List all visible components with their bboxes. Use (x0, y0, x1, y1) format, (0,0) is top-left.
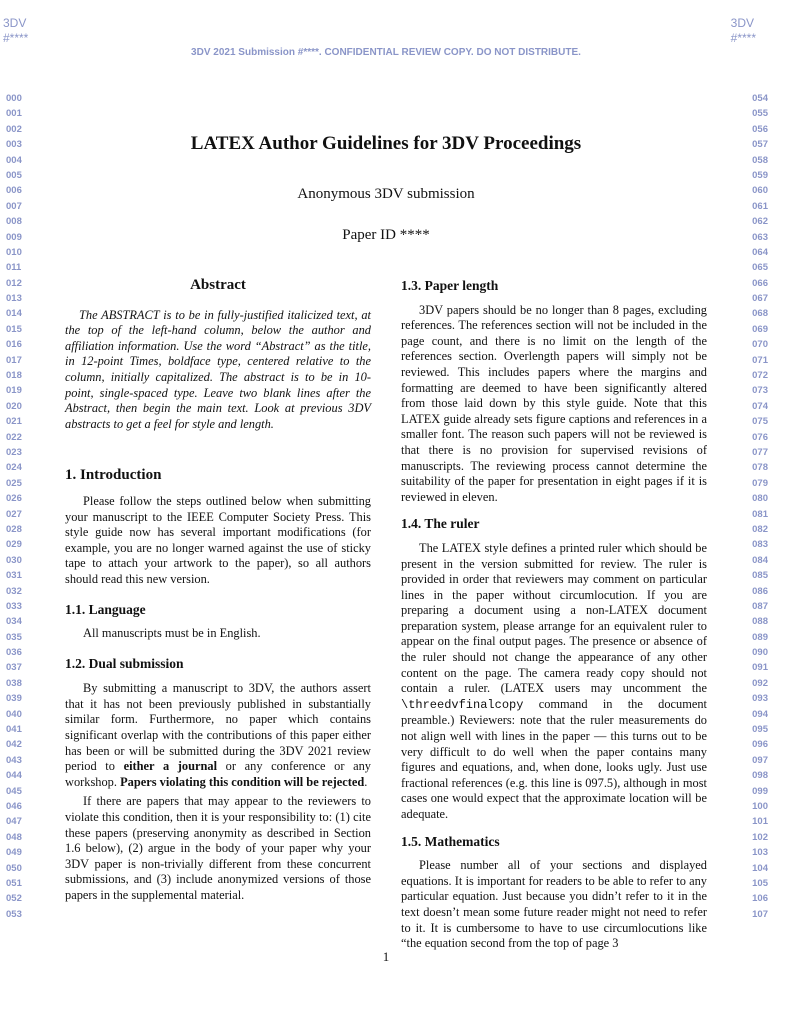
paper-title: LATEX Author Guidelines for 3DV Proceedings (190, 133, 582, 154)
ruler-line-number: 094 (752, 708, 768, 720)
right-column (401, 278, 707, 952)
ruler-line-number: 045 (6, 785, 22, 797)
ruler-line-number: 068 (752, 308, 768, 320)
ruler-line-number: 061 (752, 200, 768, 212)
ruler-line-number: 082 (752, 523, 768, 535)
ruler-line-number: 103 (752, 847, 768, 859)
ruler-line-number: 038 (6, 677, 22, 689)
ruler-line-number: 081 (752, 508, 768, 520)
subsection-heading-paper-length: 1.3. Paper length (401, 278, 499, 293)
mathematics-paragraph: Please number all of your sections and displayed equations. It is important for readers to be able to refer to any particular equation. Just because you didn’t refer to it in the text doesn’t mean some future reader might not need to refer to it. It is cumbersome to have to use circumlocutions like “the equation second from the top of page 3 (401, 858, 707, 951)
ruler-line-number: 066 (752, 277, 768, 289)
ruler-line-number: 041 (6, 724, 22, 736)
ruler-line-number: 054 (752, 93, 768, 104)
ruler-line-number: 096 (752, 739, 768, 751)
threedvfinalcopy-command: \threedvfinalcopy (401, 697, 524, 712)
corner-label-left (3, 16, 28, 46)
ruler-line-number: 080 (752, 493, 768, 505)
ruler-line-number: 064 (752, 246, 768, 258)
ruler-line-number: 091 (752, 662, 768, 674)
ruler-line-number: 053 (6, 908, 22, 920)
ruler-line-number: 021 (6, 416, 22, 428)
ruler-line-number: 071 (752, 354, 768, 366)
ruler-line-number: 062 (752, 216, 768, 228)
paper-length-paragraph: 3DV papers should be no longer than 8 pages, excluding references. The references section will not be included in the page count, and there is no limit on the length of the references section. Overlength papers will simply not be reviewed. This includes papers where the margins and formatting are deemed to have been significantly altered from those laid down by this style guide. Note that this LATEX guide already sets figure captions and references in a smaller font. The reason such papers will not be reviewed is that there is no provision for supervised revisions of manuscripts. The reviewing process cannot determine the suitability of the paper for presentation in eight pages if it is reviewed in eleven. (401, 302, 707, 504)
ruler-line-number: 078 (752, 462, 768, 474)
ruler-line-number: 017 (6, 354, 22, 366)
ruler-line-number: 059 (752, 169, 768, 181)
ruler-line-number: 102 (752, 831, 768, 843)
subsection-heading-language: 1.1. Language (65, 601, 146, 617)
ruler-line-number: 057 (752, 139, 768, 151)
ruler-line-number: 049 (6, 847, 22, 859)
ruler-line-number: 048 (6, 831, 22, 843)
subsection-heading-ruler: 1.4. The ruler (401, 516, 480, 532)
paper-author: Anonymous 3DV submission (297, 186, 475, 202)
ruler-line-number: 032 (6, 585, 22, 597)
language-paragraph: All manuscripts must be in English. (83, 626, 261, 641)
ruler-line-number: 007 (6, 200, 22, 212)
ruler-line-number: 067 (752, 293, 768, 305)
ruler-line-number: 072 (752, 370, 768, 382)
ruler-line-number: 002 (6, 123, 22, 135)
ruler-line-number: 014 (6, 308, 22, 320)
ruler-line-number: 020 (6, 400, 22, 412)
ruler-line-number: 019 (6, 385, 22, 397)
subsection-heading-mathematics: 1.5. Mathematics (401, 833, 500, 849)
ruler-line-number: 044 (6, 770, 22, 782)
left-column (65, 278, 371, 904)
ruler-line-number: 100 (752, 800, 768, 812)
line-ruler-right (738, 91, 768, 922)
ruler-line-number: 027 (6, 508, 22, 520)
ruler-line-number: 074 (752, 400, 768, 412)
ruler-line-number: 073 (752, 385, 768, 397)
ruler-line-number: 085 (752, 570, 768, 582)
ruler-paragraph: The LATEX style defines a printed ruler which should be present in the version submitted for review. The ruler is provided in order that reviewers may comment on particular lines in the paper without circumlocution. If you are preparing a document using a non-LATEX document preparation system, please arrange for an equivalent ruler to appear on the final output pages. The presence or absence of the ruler should not change the appearance of any other content on the page. The camera ready copy should not contain a ruler. (LATEX users may uncomment the \threedvfinalcopy command in the document preamble.) Reviewers: note that the ruler measurements do not align well with lines in the paper — this turns out to be very difficult to do well when the paper contains many figures and equations, and, when done, looks ugly. Just use fractional references (e.g. this line is 097.5), although in most cases one would expect that the approximate location will be adequate. (401, 540, 707, 821)
ruler-line-number: 005 (6, 169, 22, 181)
ruler-line-number: 008 (6, 216, 22, 228)
ruler-line-number: 013 (6, 293, 22, 305)
ruler-line-number: 075 (752, 416, 768, 428)
ruler-line-number: 029 (6, 539, 22, 551)
ruler-line-number: 034 (6, 616, 22, 628)
ruler-line-number: 024 (6, 462, 22, 474)
ruler-line-number: 095 (752, 724, 768, 736)
ruler-line-number: 003 (6, 139, 22, 151)
ruler-line-number: 010 (6, 246, 22, 258)
ruler-line-number: 055 (752, 108, 768, 120)
ruler-line-number: 040 (6, 708, 22, 720)
corner-conf-name: 3DV (730, 16, 754, 30)
ruler-line-number: 083 (752, 539, 768, 551)
ruler-line-number: 099 (752, 785, 768, 797)
ruler-line-number: 023 (6, 446, 22, 458)
ruler-line-number: 093 (752, 693, 768, 705)
ruler-line-number: 043 (6, 754, 22, 766)
ruler-line-number: 042 (6, 739, 22, 751)
ruler-line-number: 015 (6, 323, 22, 335)
ruler-line-number: 025 (6, 477, 22, 489)
ruler-line-number: 086 (752, 585, 768, 597)
ruler-line-number: 039 (6, 693, 22, 705)
ruler-line-number: 069 (752, 323, 768, 335)
ruler-line-number: 089 (752, 631, 768, 643)
ruler-line-number: 076 (752, 431, 768, 443)
intro-paragraph: Please follow the steps outlined below when submitting your manuscript to the IEEE Computer Society Press. This style guide now has several important modifications (for example, you are no longer warned against the use of sticky tape to attach your artwork to the paper), so all authors should read this new version. (65, 493, 371, 586)
ruler-line-number: 063 (752, 231, 768, 243)
corner-conf-name: 3DV (3, 16, 27, 30)
ruler-line-number: 033 (6, 600, 22, 612)
ruler-line-number: 028 (6, 523, 22, 535)
ruler-line-number: 107 (752, 908, 768, 920)
ruler-line-number: 004 (6, 154, 22, 166)
ruler-line-number: 101 (752, 816, 768, 828)
ruler-line-number: 001 (6, 108, 22, 120)
ruler-line-number: 047 (6, 816, 22, 828)
ruler-line-number: 012 (6, 277, 22, 289)
ruler-line-number: 084 (752, 554, 768, 566)
abstract-text: The ABSTRACT is to be in fully-justified italicized text, at the top of the left-hand column, below the author and affiliation information. Use the word “Abstract” as the title, in 12-point Times, boldface type, centered relative to the column, initially capitalized. The abstract is to be in 10-point, single-spaced type. Leave two blank lines after the Abstract, then begin the main text. Look at previous 3DV abstracts to get a feel for style and length. (65, 307, 371, 431)
dual-paragraph-1: By submitting a manuscript to 3DV, the authors assert that it has not been previously published in substantially similar form. Furthermore, no paper which contains significant overlap with the contributions of this paper either has been or will be submitted during the 3DV 2021 review period to either a journal or any conference or any workshop. Papers violating this condition will be rejected. (65, 681, 371, 789)
ruler-line-number: 031 (6, 570, 22, 582)
ruler-line-number: 104 (752, 862, 768, 874)
ruler-line-number: 050 (6, 862, 22, 874)
ruler-line-number: 070 (752, 339, 768, 351)
dual-paragraph-2: If there are papers that may appear to the reviewers to violate this condition, then it is your responsibility to: (1) cite these papers (preserving anonymity as described in Section 1.6 below), (2) argue in the body of your paper why your 3DV paper is non-trivially different from these concurrent submissions, and (3) include anonymized versions of those papers in the supplemental material. (65, 794, 371, 902)
ruler-line-number: 035 (6, 631, 22, 643)
ruler-line-number: 105 (752, 877, 768, 889)
subsection-heading-dual-submission: 1.2. Dual submission (65, 655, 184, 671)
ruler-line-number: 097 (752, 754, 768, 766)
ruler-line-number: 065 (752, 262, 768, 274)
ruler-line-number: 000 (6, 93, 22, 104)
ruler-line-number: 098 (752, 770, 768, 782)
corner-label-right (731, 16, 756, 46)
ruler-line-number: 022 (6, 431, 22, 443)
ruler-line-number: 088 (752, 616, 768, 628)
ruler-line-number: 036 (6, 647, 22, 659)
ruler-line-number: 018 (6, 370, 22, 382)
ruler-line-number: 106 (752, 893, 768, 905)
abstract-heading: Abstract (190, 277, 246, 293)
ruler-line-number: 026 (6, 493, 22, 505)
ruler-line-number: 006 (6, 185, 22, 197)
ruler-line-number: 077 (752, 446, 768, 458)
ruler-line-number: 046 (6, 800, 22, 812)
ruler-line-number: 058 (752, 154, 768, 166)
ruler-line-number: 087 (752, 600, 768, 612)
ruler-line-number: 037 (6, 662, 22, 674)
ruler-line-number: 051 (6, 877, 22, 889)
ruler-line-number: 052 (6, 893, 22, 905)
ruler-line-number: 011 (6, 262, 22, 274)
ruler-line-number: 092 (752, 677, 768, 689)
paper-id: Paper ID **** (342, 227, 430, 243)
corner-submission-id: #**** (730, 31, 756, 45)
ruler-line-number: 090 (752, 647, 768, 659)
line-ruler-left (6, 91, 36, 922)
ruler-line-number: 030 (6, 554, 22, 566)
ruler-line-number: 016 (6, 339, 22, 351)
page-number: 1 (382, 949, 390, 964)
corner-submission-id: #**** (3, 31, 29, 45)
ruler-line-number: 060 (752, 185, 768, 197)
section-heading-introduction: 1. Introduction (65, 467, 162, 484)
confidential-notice: 3DV 2021 Submission #****. CONFIDENTIAL REVIEW COPY. DO NOT DISTRIBUTE. (191, 47, 581, 58)
ruler-line-number: 009 (6, 231, 22, 243)
ruler-line-number: 079 (752, 477, 768, 489)
ruler-line-number: 056 (752, 123, 768, 135)
